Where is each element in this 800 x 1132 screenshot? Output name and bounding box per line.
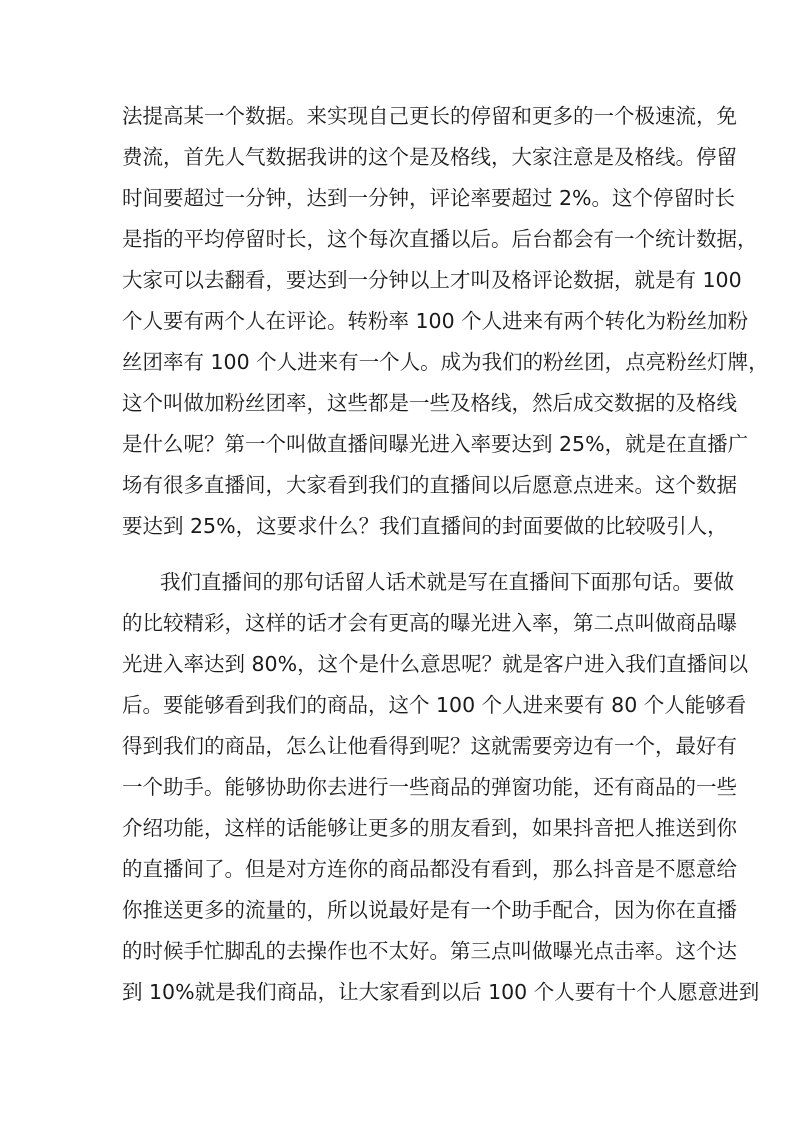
paragraph-line: 这个叫做加粉丝团率，这些都是一些及格线，然后成交数据的及格线 [122, 391, 737, 415]
paragraph-line: 你推送更多的流量的，所以说最好是有一个助手配合，因为你在直播 [122, 898, 737, 922]
paragraph-line: 时间要超过一分钟，达到一分钟，评论率要超过 2%。这个停留时长 [122, 186, 736, 210]
paragraph-line: 要达到 25%，这要求什么？我们直播间的封面要做的比较吸引人， [122, 514, 728, 538]
paragraph-line: 丝团率有 100 个人进来有一个人。成为我们的粉丝团，点亮粉丝灯牌， [122, 350, 769, 374]
paragraph-line: 是指的平均停留时长，这个每次直播以后。后台都会有一个统计数据， [122, 227, 758, 251]
paragraph-line: 一个助手。能够协助你去进行一些商品的弹窗功能，还有商品的一些 [122, 775, 737, 799]
paragraph-line: 法提高某一个数据。来实现自己更长的停留和更多的一个极速流，免 [122, 104, 737, 128]
paragraph-line: 个人要有两个人在评论。转粉率 100 个人进来有两个转化为粉丝加粉 [122, 309, 749, 333]
paragraph-line: 的比较精彩，这样的话才会有更高的曝光进入率，第二点叫做商品曝 [122, 611, 737, 635]
paragraph-line: 的时候手忙脚乱的去操作也不太好。第三点叫做曝光点击率。这个达 [122, 939, 737, 963]
paragraph-line: 介绍功能，这样的话能够让更多的朋友看到，如果抖音把人推送到你 [122, 816, 737, 840]
paragraph-line: 到 10%就是我们商品，让大家看到以后 100 个人要有十个人愿意进到 [122, 980, 760, 1004]
paragraph-line: 费流，首先人气数据我讲的这个是及格线，大家注意是及格线。停留 [122, 145, 737, 169]
paragraph-line: 我们直播间的那句话留人话术就是写在直播间下面那句话。要做 [160, 570, 734, 594]
paragraph-line: 是什么呢？第一个叫做直播间曝光进入率要达到 25%，就是在直播广 [122, 432, 749, 456]
paragraph-line: 大家可以去翻看，要达到一分钟以上才叫及格评论数据，就是有 100 [122, 268, 742, 292]
paragraph-line: 得到我们的商品，怎么让他看得到呢？这就需要旁边有一个，最好有 [122, 734, 737, 758]
paragraph-line: 的直播间了。但是对方连你的商品都没有看到，那么抖音是不愿意给 [122, 857, 737, 881]
paragraph-line: 后。要能够看到我们的商品，这个 100 个人进来要有 80 个人能够看 [122, 693, 747, 717]
paragraph-line: 场有很多直播间，大家看到我们的直播间以后愿意点进来。这个数据 [122, 473, 737, 497]
paragraph-line: 光进入率达到 80%，这个是什么意思呢？就是客户进入我们直播间以 [122, 652, 749, 676]
